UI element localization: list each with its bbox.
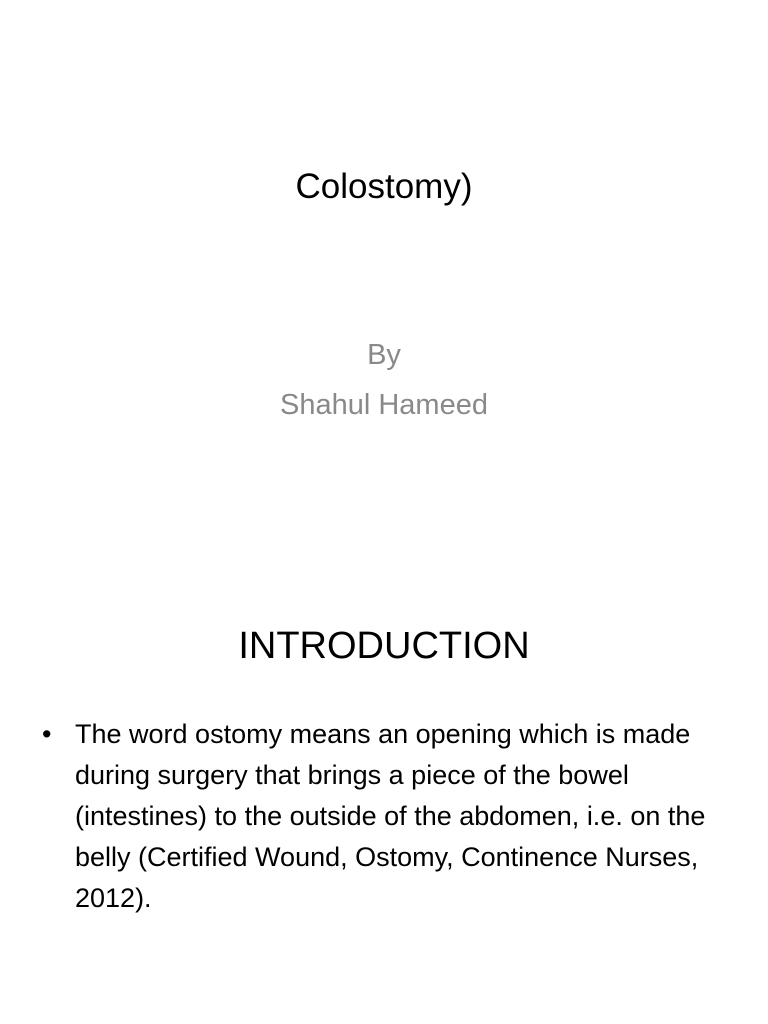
bullet-list	[40, 714, 728, 919]
bullet-item	[40, 714, 728, 919]
bullet-text: The word ostomy means an opening which is made during surgery that brings a piece of the bowel (intestines) to the outside of the abdomen, i.e. on the belly (Certified Wound, Ostomy, Continence Nurses, 2012).	[75, 719, 706, 913]
slide-title: INTRODUCTION	[238, 625, 530, 667]
slide-title: Colostomy)	[295, 167, 473, 206]
author-name: Shahul Hameed	[280, 389, 488, 421]
slide-subtitle	[0, 330, 768, 430]
content-slide	[0, 576, 768, 1024]
subtitle-by-line: By	[367, 339, 401, 371]
bullet-icon: •	[42, 719, 52, 749]
